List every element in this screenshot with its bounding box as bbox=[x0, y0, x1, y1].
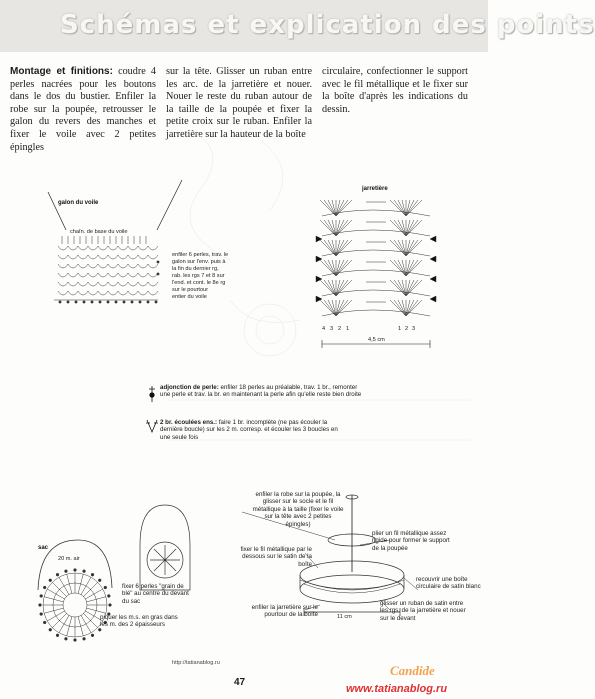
veil-bead bbox=[147, 301, 149, 303]
box-width-label: 11 cm bbox=[337, 614, 352, 620]
bag-edge-stitch bbox=[43, 621, 46, 624]
garter-stitch bbox=[336, 260, 352, 276]
garter-stitch bbox=[336, 240, 352, 256]
garter-stitch bbox=[390, 200, 406, 216]
bag-stitch bbox=[67, 617, 72, 636]
bag-edge-stitch bbox=[98, 579, 101, 582]
bag-round bbox=[63, 593, 87, 617]
veil-net-row bbox=[58, 264, 158, 268]
veil-bead bbox=[67, 301, 69, 303]
veil-title: galon du voile bbox=[58, 200, 99, 206]
bag-stitch bbox=[59, 615, 69, 632]
legend-decrease-term: 2 br. écoulées ens.: bbox=[160, 419, 218, 426]
bag-edge-stitch bbox=[91, 573, 94, 576]
garter-stitch bbox=[398, 240, 406, 256]
bag-stitch bbox=[67, 574, 72, 593]
legend-bead-text: enfiler 18 perles au préalable, trav. 1 br., remonter une perle et trav. la br. en maintenant la perle afin qu'elle reste bien droite bbox=[160, 384, 362, 399]
bag-title: sac bbox=[38, 545, 49, 551]
bag-edge-stitch bbox=[91, 634, 94, 637]
bag-stitch bbox=[83, 582, 97, 596]
garter-stitch bbox=[336, 300, 352, 316]
veil-bead bbox=[139, 301, 141, 303]
veil-net-row bbox=[58, 282, 158, 286]
garter-arrow bbox=[430, 256, 436, 262]
veil-bead bbox=[115, 301, 117, 303]
box-note-ribbon: glisser un ruban de satin entre les rgs. de la jarretière et nouer sur le devant bbox=[380, 600, 466, 622]
garter-row-number: 2 bbox=[405, 326, 409, 332]
box-note-doll: enfiler la robe sur la poupée, la glisser sur le socle et le fil métallique à la taille (fixer le voile sur la tête avec 2 petites épingles) bbox=[252, 491, 344, 528]
garter-stitch bbox=[406, 300, 414, 316]
garter-row-number: 1 bbox=[398, 326, 402, 332]
garter-stitch bbox=[390, 220, 406, 236]
garter-row-number: 2 bbox=[338, 326, 342, 332]
veil-note-line: rab. les rgs 7 et 8 sur bbox=[172, 273, 225, 279]
garter-stitch bbox=[398, 280, 406, 296]
veil-note-line: enfiler 6 perles, trav. le bbox=[172, 252, 229, 258]
veil-note bbox=[172, 252, 228, 300]
bag-stitch bbox=[81, 615, 91, 632]
garter-stitch bbox=[406, 280, 414, 296]
garter-stitch bbox=[406, 220, 422, 236]
veil-net-row bbox=[58, 291, 158, 295]
bag-stitch bbox=[78, 574, 83, 593]
bag-edge-stitch bbox=[56, 573, 59, 576]
box-note-satin: recouvrir une boîte circulaire de satin blanc bbox=[416, 576, 481, 591]
garter-stitch bbox=[406, 240, 414, 256]
garter-stitch bbox=[336, 300, 344, 316]
garter-stitch bbox=[390, 240, 406, 256]
garter-stitch bbox=[390, 300, 406, 316]
bag-edge-stitch bbox=[74, 639, 77, 642]
garter-width-label: 4,5 cm bbox=[368, 337, 385, 343]
brand-logo: Candide bbox=[390, 663, 435, 678]
legend-bead-term: adjonction de perle: bbox=[160, 384, 219, 391]
banner-title: Schémas et explication des points bbox=[60, 10, 595, 40]
garter-stitch bbox=[398, 300, 406, 316]
bag-edge-stitch bbox=[83, 570, 86, 573]
garter-row-number: 4 bbox=[322, 326, 326, 332]
veil-bead bbox=[157, 273, 159, 275]
bag-stitch bbox=[47, 589, 64, 599]
bag-edge-stitch bbox=[104, 586, 107, 589]
garter-row-number: 3 bbox=[412, 326, 416, 332]
instructions-heading: Montage et finitions: bbox=[10, 66, 113, 77]
veil-note-line: entier du voile bbox=[172, 294, 207, 300]
veil-bead bbox=[107, 301, 109, 303]
veil-bead bbox=[83, 301, 85, 303]
footer-url: http://tatianablog.ru bbox=[172, 660, 220, 666]
garter-stitch bbox=[406, 280, 422, 296]
garter-row-number: 1 bbox=[346, 326, 350, 332]
bag-stitch bbox=[59, 577, 69, 594]
bag-stitch bbox=[85, 589, 102, 599]
veil-net-row bbox=[58, 246, 158, 250]
box-note-bend: plier un fil métallique assez rigide pour former le support de la poupée bbox=[372, 530, 450, 552]
bag-stitch bbox=[83, 613, 97, 627]
bag-stitch bbox=[52, 613, 66, 627]
garter-arrow bbox=[430, 276, 436, 282]
veil-net-row bbox=[58, 255, 158, 259]
garter-stitch bbox=[406, 220, 414, 236]
instructions-text-1: coudre 4 perles nacrées pour les boutons dans le dos du bustier. Enfiler la robe sur la poupée, retrousser le galon du revers des manches et fixer le voile avec 2 petites épingles bbox=[10, 66, 156, 153]
veil-bead bbox=[75, 301, 77, 303]
garter-stitch bbox=[336, 280, 344, 296]
watermark-site: www.tatianablog.ru bbox=[346, 683, 448, 695]
veil-net-row bbox=[58, 273, 158, 277]
bead-symbol-icon bbox=[149, 386, 155, 402]
veil-bead bbox=[155, 301, 157, 303]
veil-bead bbox=[123, 301, 125, 303]
garter-stitch bbox=[336, 200, 352, 216]
veil-bead bbox=[157, 261, 159, 263]
garter-stitch bbox=[390, 260, 406, 276]
bag-edge-stitch bbox=[40, 595, 43, 598]
bag-note-pearls: fixer 6 perles "grain de blé" au centre du devant du sac bbox=[122, 583, 189, 605]
garter-stitch bbox=[336, 240, 344, 256]
decrease-symbol-icon bbox=[146, 420, 158, 432]
bag-edge-stitch bbox=[40, 613, 43, 616]
garter-arrow bbox=[430, 236, 436, 242]
garter-stitch bbox=[406, 260, 422, 276]
bag-edge-stitch bbox=[49, 579, 52, 582]
veil-bead bbox=[59, 301, 61, 303]
box-note-garter: enfiler la jarretière sur le pourtour de la boîte bbox=[251, 604, 318, 619]
garter-stitch bbox=[336, 220, 352, 236]
bag-edge-stitch bbox=[39, 604, 42, 607]
garter-row-number: 3 bbox=[330, 326, 334, 332]
garter-stitch bbox=[390, 280, 406, 296]
garter-stitch bbox=[336, 200, 344, 216]
veil-note-line: la fin du dernier rg, bbox=[172, 266, 219, 272]
bag-stitch bbox=[87, 608, 106, 613]
garter-stitch bbox=[406, 200, 422, 216]
bag-edge-stitch bbox=[107, 595, 110, 598]
page-number: 47 bbox=[234, 677, 246, 688]
bag-stitch bbox=[87, 597, 106, 602]
garter-stitch bbox=[336, 260, 344, 276]
veil-note-line: galon sur l'env. puis à bbox=[172, 259, 226, 265]
bag-stitch bbox=[52, 582, 66, 596]
bag-edge-stitch bbox=[83, 637, 86, 640]
garter-arrow bbox=[430, 296, 436, 302]
garter-stitch bbox=[398, 260, 406, 276]
veil-bead bbox=[91, 301, 93, 303]
veil-chain-label: chaîn. de base du voile bbox=[70, 229, 128, 235]
bag-edge-stitch bbox=[74, 569, 77, 572]
veil-bead bbox=[131, 301, 133, 303]
bag-edge-stitch bbox=[43, 586, 46, 589]
garter-diagram bbox=[316, 186, 436, 348]
box-note-wire: fixer le fil métallique par le dessous sur le satin de la boîte bbox=[240, 546, 312, 568]
bag-note-stitches: piquer les m.s. en gras dans les m. des 2 épaisseurs bbox=[100, 614, 178, 629]
veil-bead bbox=[99, 301, 101, 303]
garter-stitch bbox=[398, 200, 406, 216]
bag-edge-stitch bbox=[109, 604, 112, 607]
bag-edge-stitch bbox=[65, 570, 68, 573]
garter-stitch bbox=[406, 200, 414, 216]
bag-handle-label: 20 m. air bbox=[58, 556, 80, 562]
bag-edge-stitch bbox=[56, 634, 59, 637]
bag-flap bbox=[140, 505, 190, 590]
garter-stitch bbox=[406, 300, 422, 316]
legend-decrease bbox=[160, 419, 340, 441]
legend-bead bbox=[160, 384, 365, 399]
text-column-2: sur la tête. Glisser un ruban entre les arc. de la jarretière et nouer. Nouer le reste du ruban autour de la taille de la poupée et fixer la petite croix sur le ruban. Enfiler la jarretière sur la hauteur de la boîte bbox=[166, 66, 312, 140]
veil-note-line: l'end. et cont. le 8e rg bbox=[172, 280, 226, 286]
bag-stitch bbox=[81, 577, 91, 594]
garter-stitch bbox=[406, 240, 422, 256]
garter-stitch bbox=[406, 260, 414, 276]
text-column-3: circulaire, confectionner le support avec le fil métallique et le fixer sur la boîte d'après les indications du dessin. bbox=[322, 66, 468, 115]
bag-edge-stitch bbox=[49, 628, 52, 631]
veil-note-line: sur le pourtour bbox=[172, 287, 209, 293]
bag-edge-stitch bbox=[65, 637, 68, 640]
bag-stitch bbox=[44, 608, 63, 613]
bag-stitch bbox=[44, 597, 63, 602]
veil-galon-diagram bbox=[48, 180, 228, 303]
legend-decrease-text: faire 1 br. incomplète (ne pas écouler la dernière boucle) sur les 2 m. corresp. et écouler les 3 boucles en une seule fois bbox=[160, 419, 338, 441]
bag-stitch bbox=[78, 617, 83, 636]
garter-stitch bbox=[336, 220, 344, 236]
garter-stitch bbox=[398, 220, 406, 236]
garter-stitch bbox=[336, 280, 352, 296]
bag-stitch bbox=[47, 611, 64, 621]
garter-title: jarretière bbox=[362, 186, 388, 192]
